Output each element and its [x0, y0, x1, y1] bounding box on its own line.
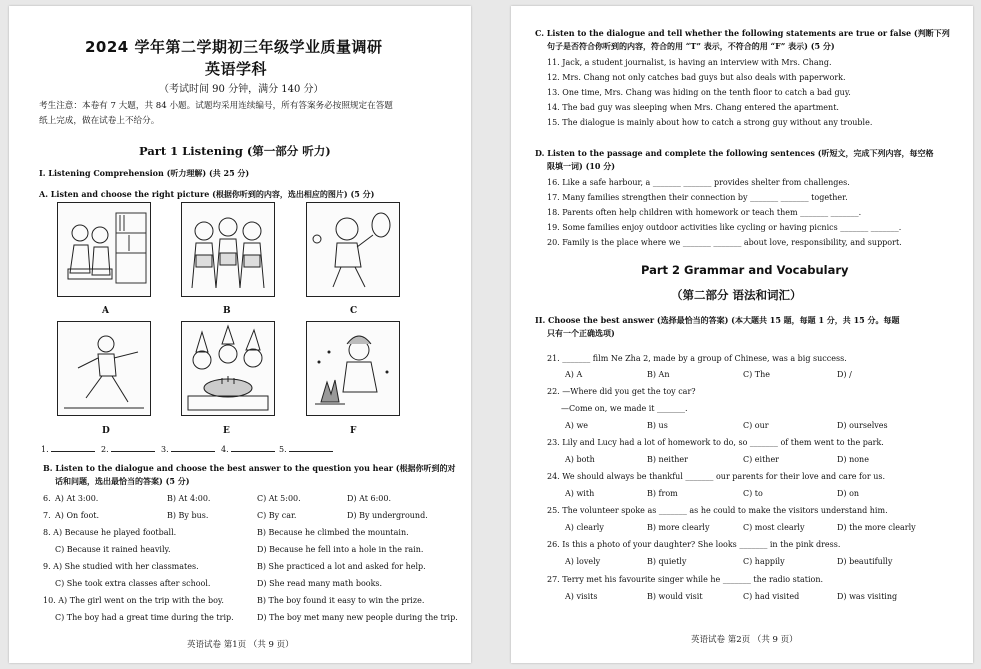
picture-d-label: D	[102, 426, 110, 436]
section-b-heading-1: B. Listen to the dialogue and choose the best answer to the question you hear (根据你听到的对	[43, 463, 456, 473]
section-b-heading-2: 话和问题，选出最恰当的答案) (5 分)	[55, 476, 190, 486]
question-26: 26. Is this a photo of your daughter? She looks _______ in the pink dress.	[547, 540, 841, 549]
question-25-option-d: D) the more clearly	[837, 523, 916, 532]
answer-blank-label: 4.	[221, 445, 229, 454]
question-26-option-c: C) happily	[743, 557, 785, 566]
question-6-option-d: D) At 6:00.	[347, 494, 391, 503]
group-reading-picture-icon	[182, 203, 274, 296]
campfire-picture-icon	[307, 322, 399, 415]
question-27: 27. Terry met his favourite singer while he _______ the radio station.	[547, 575, 824, 584]
picture-d	[57, 321, 151, 416]
question-6-option-a: A) At 3:00.	[55, 494, 99, 503]
picture-b	[181, 202, 275, 297]
picture-c-label: C	[350, 306, 358, 316]
sentence-16: 16. Like a safe harbour, a _______ _______ provides shelter from challenges.	[547, 178, 850, 187]
question-25-option-c: C) most clearly	[743, 523, 805, 532]
answer-blank-4	[221, 445, 275, 454]
question-26-option-b: B) quietly	[647, 557, 687, 566]
question-7-option-d: D) By underground.	[347, 511, 428, 520]
question-6-number: 6.	[43, 494, 51, 503]
question-9-option-a: 9. A) She studied with her classmates.	[43, 562, 199, 571]
section-c-heading-2: 句子是否符合你听到的内容，符合的用 “T” 表示，不符合的用 “F” 表示) (5 分)	[547, 41, 835, 51]
question-7-option-b: B) By bus.	[167, 511, 209, 520]
question-23-option-d: D) none	[837, 455, 869, 464]
section-ii-heading-2: 只有一个正确选项)	[547, 328, 615, 338]
statement-11: 11. Jack, a student journalist, is having an interview with Mrs. Chang.	[547, 58, 832, 67]
answer-blank-3	[161, 445, 215, 454]
sentence-17: 17. Many families strengthen their connection by _______ _______ together.	[547, 193, 848, 202]
question-22-option-a: A) we	[565, 421, 589, 430]
section-ii-heading-1: II. Choose the best answer (选择最恰当的答案) (本大题共 15 题，每题 1 分，共 15 分。每题	[535, 315, 900, 325]
question-26-option-a: A) lovely	[565, 557, 601, 566]
page-footer: 英语试卷 第2页 （共 9 页）	[691, 635, 798, 645]
sentence-20: 20. Family is the place where we _______ _______ about love, responsibility, and support.	[547, 238, 902, 247]
question-9-option-d: D) She read many math books.	[257, 579, 383, 588]
question-25: 25. The volunteer spoke as _______ as he could to make the visitors understand him.	[547, 506, 888, 515]
question-22-line-2: —Come on, we made it _______.	[561, 404, 688, 413]
page-footer: 英语试卷 第1页 （共 9 页）	[187, 640, 294, 650]
question-23-option-b: B) neither	[647, 455, 688, 464]
question-9-option-b: B) She practiced a lot and asked for help.	[257, 562, 426, 571]
answer-blank-label: 3.	[161, 445, 169, 454]
answer-blank-label: 2.	[101, 445, 109, 454]
exam-info: （考试时间 90 分钟，满分 140 分）	[159, 84, 324, 95]
reading-children-picture-icon	[58, 203, 150, 296]
statement-12: 12. Mrs. Chang not only catches bad guys but also deals with paperwork.	[547, 73, 846, 82]
section-i-heading: I. Listening Comprehension (听力理解) (共 25 分)	[39, 168, 250, 178]
question-10-option-b: B) The boy found it easy to win the prize.	[257, 596, 425, 605]
picture-c	[306, 202, 400, 297]
question-24-option-c: C) to	[743, 489, 763, 498]
tennis-boy-picture-icon	[307, 203, 399, 296]
picture-b-label: B	[223, 306, 231, 316]
question-27-option-b: B) would visit	[647, 592, 703, 601]
question-21-option-d: D) /	[837, 370, 852, 379]
question-21-option-a: A) A	[565, 370, 583, 379]
question-27-option-c: C) had visited	[743, 592, 800, 601]
question-24-option-b: B) from	[647, 489, 678, 498]
picture-a-label: A	[102, 306, 109, 316]
notice-line-1: 考生注意：本卷有 7 大题，共 84 小题。试题均采用连续编号，所有答案务必按照规定在答题	[39, 101, 393, 111]
question-8-option-d: D) Because he fell into a hole in the rain.	[257, 545, 424, 554]
section-c-heading-1: C. Listen to the dialogue and tell whether the following statements are true or false (判断下列	[535, 28, 950, 38]
question-7-option-a: A) On foot.	[55, 511, 100, 520]
question-22-line-1: 22. —Where did you get the toy car?	[547, 387, 696, 396]
picture-f-label: F	[350, 426, 357, 436]
exam-title: 2024 学年第二学期初三年级学业质量调研	[85, 38, 383, 56]
picture-e-label: E	[223, 426, 230, 436]
question-23-option-a: A) both	[565, 455, 595, 464]
question-6-option-b: B) At 4:00.	[167, 494, 211, 503]
question-27-option-a: A) visits	[565, 592, 598, 601]
question-8-option-c: C) Because it rained heavily.	[55, 545, 171, 554]
question-8-option-b: B) Because he climbed the mountain.	[257, 528, 409, 537]
question-9-option-c: C) She took extra classes after school.	[55, 579, 211, 588]
question-10-option-d: D) The boy met many new people during the trip.	[257, 613, 458, 622]
statement-13: 13. One time, Mrs. Chang was hiding on the tenth floor to catch a bad guy.	[547, 88, 851, 97]
exam-page-1	[9, 6, 471, 663]
question-10-option-c: C) The boy had a great time during the trip.	[55, 613, 234, 622]
answer-blank-5	[279, 445, 333, 454]
question-26-option-d: D) beautifully	[837, 557, 893, 566]
question-21-option-c: C) The	[743, 370, 771, 379]
question-10-option-a: 10. A) The girl went on the trip with the boy.	[43, 596, 224, 605]
sentence-18: 18. Parents often help children with homework or teach them _______ _______.	[547, 208, 862, 217]
picture-e	[181, 321, 275, 416]
statement-14: 14. The bad guy was sleeping when Mrs. Chang entered the apartment.	[547, 103, 839, 112]
section-d-heading-2: 限填一词) (10 分)	[547, 161, 616, 171]
part1-heading: Part 1 Listening (第一部分 听力)	[139, 144, 331, 158]
exam-page-2	[511, 6, 973, 663]
answer-blank-1	[41, 445, 95, 454]
exam-subject: 英语学科	[205, 60, 268, 78]
part2-chinese-heading: （第二部分 语法和词汇）	[671, 288, 802, 302]
picture-a	[57, 202, 151, 297]
question-7-option-c: C) By car.	[257, 511, 297, 520]
notice-line-2: 纸上完成，做在试卷上不给分。	[39, 116, 160, 126]
question-21-option-b: B) An	[647, 370, 670, 379]
picture-f	[306, 321, 400, 416]
birthday-party-picture-icon	[182, 322, 274, 415]
statement-15: 15. The dialogue is mainly about how to catch a strong guy without any trouble.	[547, 118, 873, 127]
question-22-option-d: D) ourselves	[837, 421, 888, 430]
question-21: 21. _______ film Ne Zha 2, made by a group of Chinese, was a big success.	[547, 354, 847, 363]
question-22-option-b: B) us	[647, 421, 668, 430]
part2-heading: Part 2 Grammar and Vocabulary	[641, 263, 849, 277]
section-a-heading: A. Listen and choose the right picture (根据你听到的内容，选出相应的图片) (5 分)	[39, 189, 375, 199]
question-24-option-d: D) on	[837, 489, 860, 498]
answer-blank-label: 1.	[41, 445, 49, 454]
running-boy-picture-icon	[58, 322, 150, 415]
question-24-option-a: A) with	[565, 489, 595, 498]
question-7-number: 7.	[43, 511, 51, 520]
question-24: 24. We should always be thankful _______ our parents for their love and care for us.	[547, 472, 885, 481]
question-22-option-c: C) our	[743, 421, 769, 430]
question-23-option-c: C) either	[743, 455, 780, 464]
answer-blank-2	[101, 445, 155, 454]
sentence-19: 19. Some families enjoy outdoor activities like cycling or having picnics _______ _______.	[547, 223, 902, 232]
question-25-option-a: A) clearly	[565, 523, 604, 532]
question-6-option-c: C) At 5:00.	[257, 494, 301, 503]
question-25-option-b: B) more clearly	[647, 523, 710, 532]
question-8-option-a: 8. A) Because he played football.	[43, 528, 177, 537]
question-27-option-d: D) was visiting	[837, 592, 898, 601]
answer-blank-label: 5.	[279, 445, 287, 454]
section-d-heading-1: D. Listen to the passage and complete the following sentences (听短文，完成下列内容，每空格	[535, 148, 934, 158]
question-23: 23. Lily and Lucy had a lot of homework to do, so _______ of them went to the park.	[547, 438, 884, 447]
